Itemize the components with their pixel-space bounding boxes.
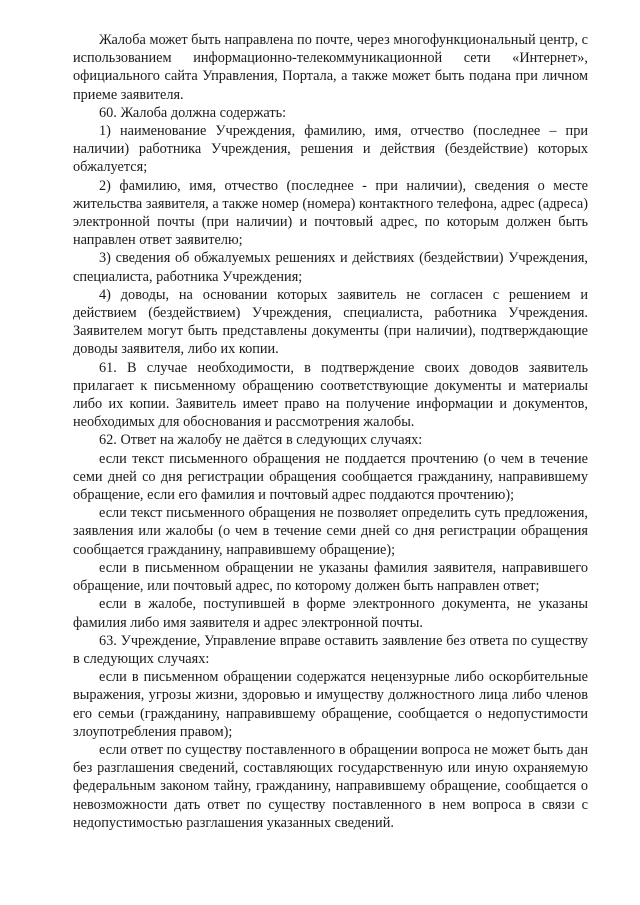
paragraph-63-case-secret: если ответ по существу поставленного в обращении вопроса не может быть дан без разглашения сведений, составляющих государственную или иную охраняемую федеральным законом тайну, гражданину, направившему обращение, сообщается о невозможности дать ответ по существу поставленного в нем вопроса в связи с недопустимостью разглашения указанных сведений. [73,741,588,831]
paragraph-60-item-2: 2) фамилию, имя, отчество (последнее - при наличии), сведения о месте жительства заявителя, а также номер (номера) контактного телефона, адрес (адреса) электронной почты (при наличии) и почтовый адрес, по которым должен быть направлен ответ заявителю; [73,177,588,249]
paragraph-63-case-abusive: если в письменном обращении содержатся нецензурные либо оскорбительные выражения, угрозы жизни, здоровью и имуществу должностного лица либо членов его семьи (гражданину, направившему обращение, сообщается о недопустимости злоупотребления правом); [73,669,588,740]
paragraph-62-case-electronic: если в жалобе, поступившей в форме электронного документа, не указаны фамилия либо имя заявителя и адрес электронной почты. [73,596,588,631]
paragraph-62-case-unreadable: если текст письменного обращения не поддается прочтению (о чем в течение семи дней со дня регистрации обращения сообщается гражданину, направившему обращение, если его фамилия и почтовый адрес поддаются прочтению); [73,450,588,504]
paragraph-complaint-submission: Жалоба может быть направлена по почте, через многофункциональный центр, с использованием информационно-телекоммуникационной сети «Интернет», официального сайта Управления, Портала, а также может быть подана при личном приеме заявителя. [73,32,588,103]
paragraph-62-heading: 62. Ответ на жалобу не даётся в следующих случаях: [99,432,423,449]
paragraph-60-item-3: 3) сведения об обжалуемых решениях и действиях (бездействии) Учреждения, специалиста, работника Учреждения; [73,250,588,285]
paragraph-60-heading: 60. Жалоба должна содержать: [99,104,287,121]
paragraph-62-case-no-name: если в письменном обращении не указаны фамилия заявителя, направившего обращение, или почтовый адрес, по которому должен быть направлен ответ; [73,559,588,595]
paragraph-60-item-1: 1) наименование Учреждения, фамилию, имя, отчество (последнее – при наличии) работника Учреждения, решения и действия (бездействие) которых обжалуется; [73,123,588,176]
paragraph-61: 61. В случае необходимости, в подтверждение своих доводов заявитель прилагает к письменному обращению соответствующие документы и материалы либо их копии. Заявитель имеет право на получение информации и документов, необходимых для обоснования и рассмотрения жалобы. [73,359,588,431]
paragraph-60-item-4: 4) доводы, на основании которых заявитель не согласен с решением и действием (бездействием) Учреждения, специалиста, работника Учреждения. Заявителем могут быть представлены документы (при наличии), подтверждающие доводы заявителя, либо их копии. [73,286,588,358]
paragraph-63-heading: 63. Учреждение, Управление вправе оставить заявление без ответа по существу в следующих случаях: [73,632,588,667]
paragraph-62-case-unclear: если текст письменного обращения не позволяет определить суть предложения, заявления или жалобы (о чем в течение семи дней со дня регистрации обращения сообщается гражданину, направившему обращение); [73,505,588,558]
